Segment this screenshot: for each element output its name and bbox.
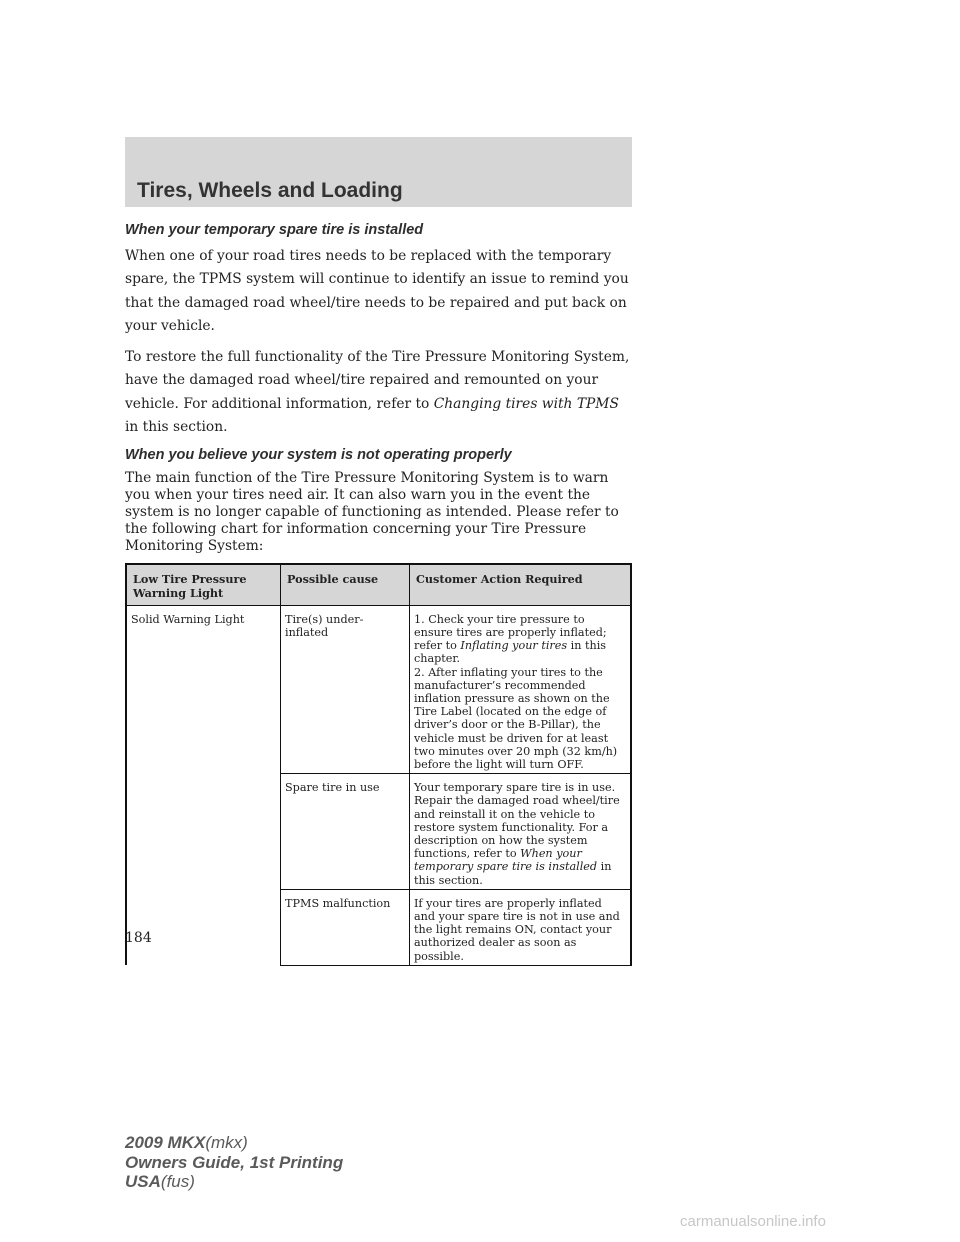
cell-action bbox=[410, 605, 632, 773]
cell-action bbox=[410, 774, 632, 890]
action-text-step-2: 2. After inflating your tires to the manufacturer’s recommended inflation pressure as shown on the Tire Label (located on the edge of driver’s door or the B-Pillar), the vehicle must be driven for at least two minutes over 20 mph (32 km/h) before the light will turn OFF. bbox=[414, 665, 618, 772]
tpms-chart-table bbox=[125, 563, 632, 965]
paragraph-spare-2 bbox=[125, 346, 632, 439]
cell-cause: Tire(s) under-inflated bbox=[281, 605, 410, 773]
column-header-customer-action: Customer Action Required bbox=[410, 564, 632, 605]
section-header-band bbox=[125, 137, 632, 207]
footer-line-market bbox=[125, 1172, 343, 1192]
footer-market: USA bbox=[125, 1172, 161, 1191]
paragraph-spare-2-text: To restore the full functionality of the Tire Pressure Monitoring System, have the damaged road wheel/tire repaired and remounted on your vehicle. For additional information, refer to bbox=[125, 349, 630, 412]
cell-action: If your tires are properly inflated and your spare tire is not in use and the light remains ON, contact your authorized dealer as soon as possible. bbox=[410, 889, 632, 965]
footer-market-code: (fus) bbox=[160, 1172, 195, 1191]
paragraph-spare-1: When one of your road tires needs to be replaced with the temporary spare, the TPMS system will continue to identify an issue to remind you that the damaged road wheel/tire needs to be repaired and put back on your vehicle. bbox=[125, 248, 629, 334]
site-watermark: carmanualsonline.info bbox=[680, 1213, 826, 1230]
footer-model: 2009 MKX bbox=[125, 1133, 206, 1152]
column-header-possible-cause: Possible cause bbox=[281, 564, 410, 605]
cell-warning-light bbox=[126, 605, 281, 965]
xref-inflating-tires: Inflating your tires bbox=[460, 639, 568, 653]
cell-cause: TPMS malfunction bbox=[281, 889, 410, 965]
section-title: Tires, Wheels and Loading bbox=[137, 179, 403, 202]
column-header-warning-light: Low Tire Pressure Warning Light bbox=[126, 564, 281, 605]
table-row bbox=[126, 605, 631, 773]
paragraph-not-operating: The main function of the Tire Pressure Monitoring System is to warn you when your tires need air. It can also warn you in the event the system is no longer capable of functioning as intended. Please refer to the following chart for information concerning your Tire Pressure Monitoring System: bbox=[125, 470, 619, 555]
xref-changing-tires: Changing tires with TPMS bbox=[433, 395, 619, 412]
warning-light-label: Solid Warning Light bbox=[131, 612, 245, 626]
paragraph-spare-2-tail: in this section. bbox=[125, 419, 228, 436]
footer-model-code: (mkx) bbox=[205, 1133, 248, 1152]
footer-line-edition: Owners Guide, 1st Printing bbox=[125, 1152, 344, 1172]
action-text: 1. Check your tire pressure to ensure tires are properly inflated; refer to bbox=[414, 612, 607, 653]
page-content bbox=[125, 222, 632, 966]
action-text: Your temporary spare tire is in use. Repair the damaged road wheel/tire and reinstall it on the vehicle to restore system functionality. For a description on how the system functions, refer to bbox=[414, 781, 620, 861]
footer-line-model bbox=[125, 1133, 343, 1153]
page-number: 184 bbox=[125, 930, 152, 946]
action-text-tail: in this section. bbox=[414, 860, 612, 887]
heading-not-operating: When you believe your system is not operating properly bbox=[125, 447, 512, 464]
xref-spare-installed: When your temporary spare tire is installed bbox=[414, 847, 598, 874]
print-footer bbox=[125, 1133, 343, 1192]
heading-spare-installed: When your temporary spare tire is installed bbox=[125, 222, 424, 238]
action-text-tail: in this chapter. bbox=[414, 639, 607, 666]
table-header-row bbox=[126, 564, 631, 605]
cell-cause: Spare tire in use bbox=[281, 774, 410, 890]
